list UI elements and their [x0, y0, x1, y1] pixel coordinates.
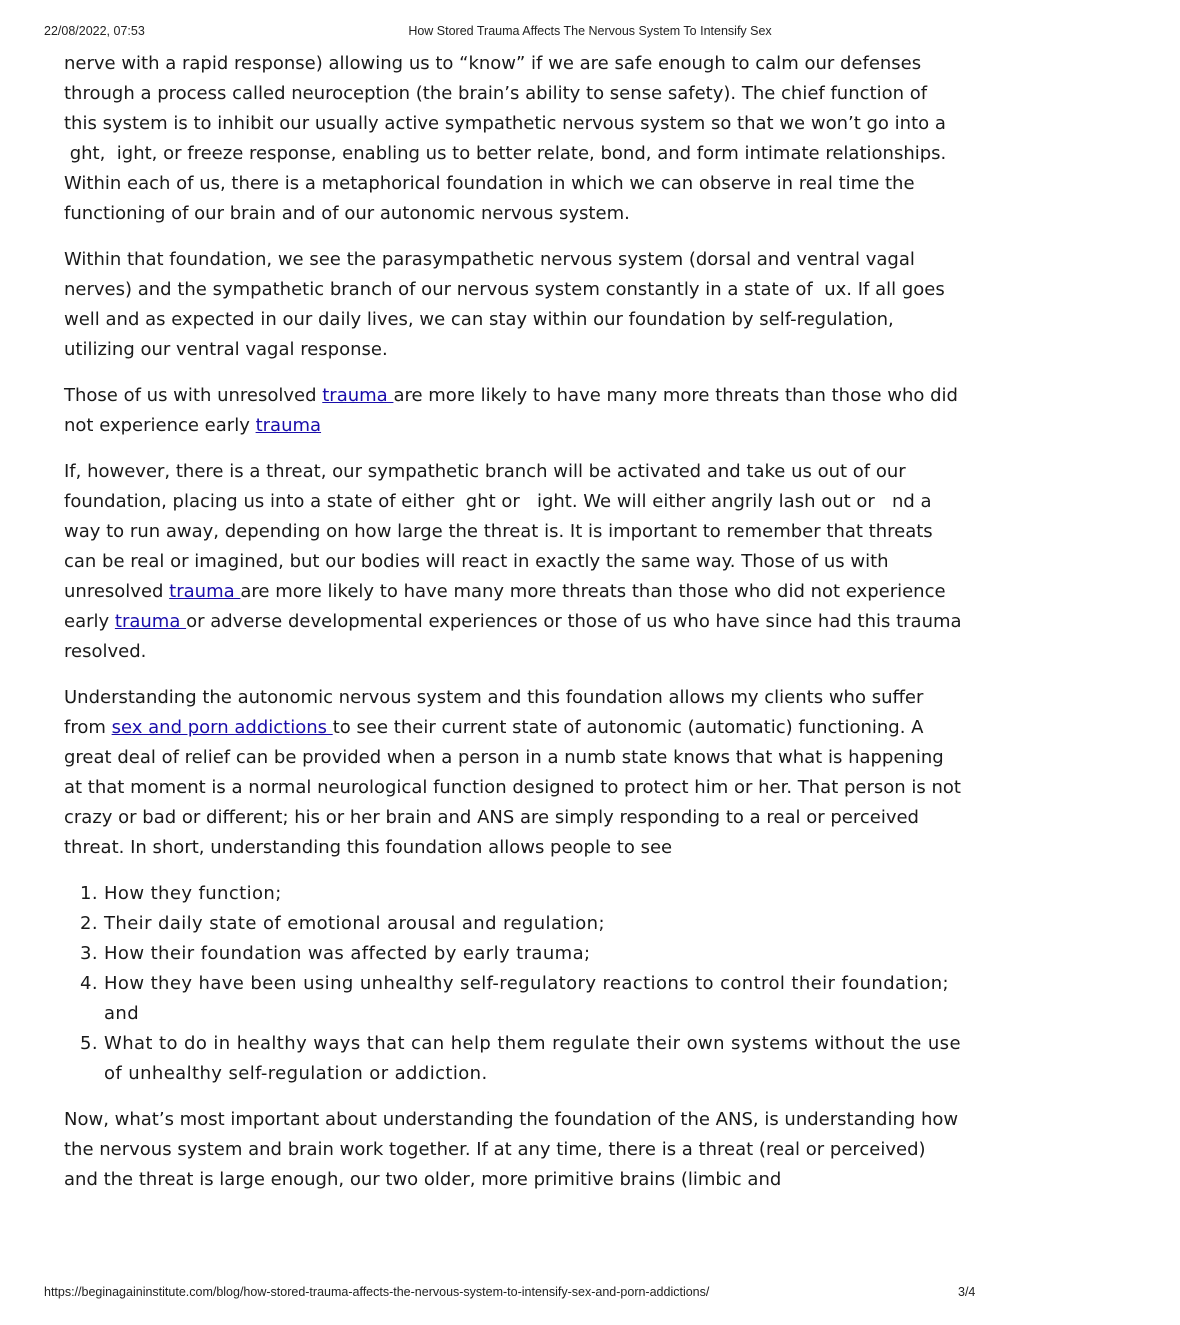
- print-date: 22/08/2022, 07:53: [44, 24, 145, 38]
- list-item-text: How they function;: [104, 883, 282, 904]
- trauma-link[interactable]: trauma: [169, 581, 241, 602]
- paragraph-ans: Now, what’s most important about understanding the foundation of the ANS, is understanding how the nervous system and brain work together. If at any time, there is a threat (real or perceived) and the threat is large enough, our two older, more primitive brains (limbic and: [64, 1109, 959, 1190]
- list-item-text: Their daily state of emotional arousal and regulation;: [104, 913, 605, 934]
- list-item-text: What to do in healthy ways that can help them regulate their own systems without the use of unhealthy self-regulation or addiction.: [104, 1033, 961, 1084]
- text-segment: or adverse developmental experiences or those of us who have since had this trauma resolved.: [64, 611, 962, 662]
- clipped-top-line-text: nerve with a rapid response) allowing us to “know” if we are safe enough to calm our defenses: [64, 53, 922, 74]
- list-item: [64, 969, 964, 1029]
- numbered-list: [64, 879, 964, 1089]
- list-item-text: How their foundation was affected by early trauma;: [104, 943, 591, 964]
- list-item: [64, 939, 964, 969]
- paragraph-neuroception: through a process called neuroception (the brain’s ability to sense safety). The chief function of this system is to inhibit our usually active sympathetic nervous system so that we won’t go into a ght, ight, or freeze response, enabling us to better relate, bond, and form intimate relationships. Within each of us, there is a metaphorical foundation in which we can observe in real time the functioning of our brain and of our autonomic nervous system.: [64, 83, 947, 224]
- list-item: [64, 879, 964, 909]
- text-segment: Those of us with unresolved: [64, 385, 323, 406]
- text-segment: Understanding the autonomic nervous system and this foundation allows my clients who suffer from: [64, 687, 924, 738]
- text-segment: If, however, there is a threat, our sympathetic branch will be activated and take us out of our foundation, placing us into a state of either ght or ight. We will either angrily lash out or nd a way to run away, depending on how large the threat is. It is important to remember that threats can be real or imagined, but our bodies will react in exactly the same way. Those of us with unresolved: [64, 461, 933, 602]
- text-segment: are more likely to have many more threats than those who did not experience early: [64, 385, 958, 436]
- clipped-top-line: [64, 53, 964, 79]
- paragraph-threat: [64, 457, 964, 667]
- list-number: 5.: [80, 1033, 98, 1054]
- list-number: 2.: [80, 913, 98, 934]
- list-number: 4.: [80, 973, 98, 994]
- sex-and-porn-addictions-link[interactable]: sex and porn addictions: [111, 717, 333, 738]
- print-page-title: How Stored Trauma Affects The Nervous System To Intensify Sex: [408, 24, 772, 38]
- list-item: [64, 1029, 964, 1089]
- trauma-link[interactable]: trauma: [114, 611, 187, 632]
- list-number: 1.: [80, 883, 98, 904]
- list-item-text: How they have been using unhealthy self-regulatory reactions to control their foundation; and: [104, 973, 950, 1024]
- page-number: 3/4: [958, 1285, 976, 1299]
- trauma-link[interactable]: trauma: [322, 385, 394, 406]
- paragraph-unresolved-trauma: [64, 381, 964, 441]
- text-segment: are more likely to have many more threats than those who did not experience early: [64, 581, 946, 632]
- trauma-link[interactable]: trauma: [255, 415, 322, 436]
- paragraph-clients: [64, 683, 964, 863]
- list-number: 3.: [80, 943, 98, 964]
- print-url: https://beginagaininstitute.com/blog/how-stored-trauma-affects-the-nervous-system-to-intensify-sex-and-porn-addictions/: [44, 1285, 710, 1299]
- article-body: [64, 53, 964, 1211]
- paragraph-foundation: Within that foundation, we see the parasympathetic nervous system (dorsal and ventral vagal nerves) and the sympathetic branch of our nervous system constantly in a state of ux. If all goes well and as expected in our daily lives, we can stay within our foundation by self-regulation, utilizing our ventral vagal response.: [64, 249, 945, 360]
- text-segment: to see their current state of autonomic (automatic) functioning. A great deal of relief can be provided when a person in a numb state knows that what is happening at that moment is a normal neurological function designed to protect him or her. That person is not crazy or bad or different; his or her brain and ANS are simply responding to a real or perceived threat. In short, understanding this foundation allows people to see: [64, 717, 961, 858]
- list-item: [64, 909, 964, 939]
